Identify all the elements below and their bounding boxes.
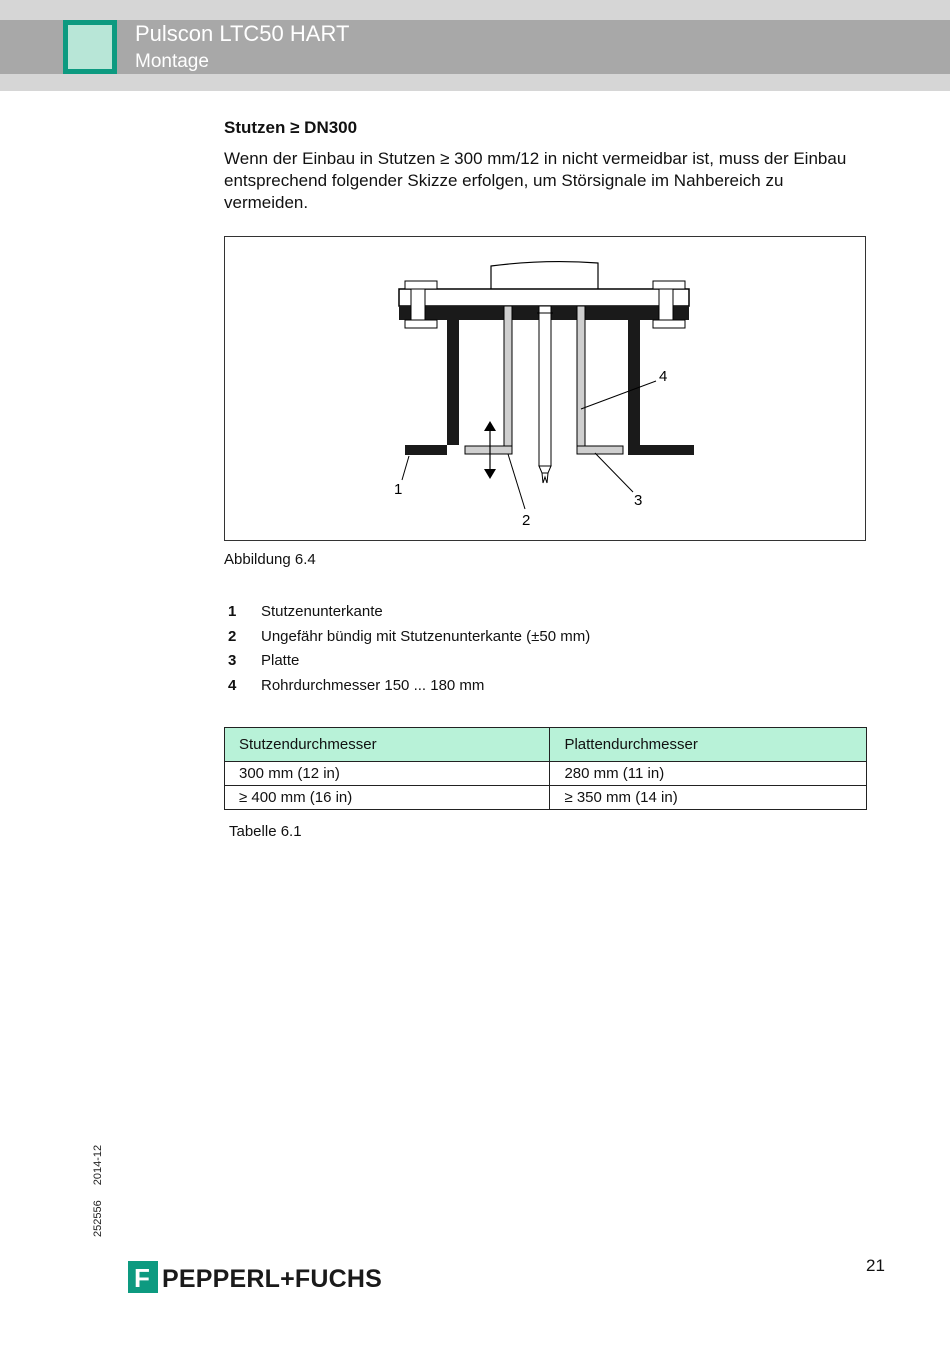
figure-caption: Abbildung 6.4 xyxy=(224,551,316,568)
chapter-marker-inner xyxy=(68,25,112,69)
callout-1: 1 xyxy=(394,481,403,498)
table-cell: 280 mm (11 in) xyxy=(550,762,867,786)
leader-line-3 xyxy=(595,453,633,492)
table-header-cell: Plattendurchmesser xyxy=(550,728,867,762)
pipe-wall-left xyxy=(504,306,512,446)
table-cell: ≥ 400 mm (16 in) xyxy=(225,786,550,810)
table-row xyxy=(225,762,867,786)
brand-mark-icon xyxy=(128,1261,158,1293)
table-cell: ≥ 350 mm (14 in) xyxy=(550,786,867,810)
page-number: 21 xyxy=(866,1256,885,1275)
installation-figure xyxy=(224,236,866,541)
legend-number: 4 xyxy=(228,677,237,695)
brand-name: PEPPERL+FUCHS xyxy=(162,1265,383,1293)
leader-line-4 xyxy=(581,381,656,409)
legend-text: Rohrdurchmesser 150 ... 180 mm xyxy=(261,677,485,695)
table-cell: 300 mm (12 in) xyxy=(225,762,550,786)
document-date: 2014-12 xyxy=(92,1144,104,1186)
document-number: 252556 xyxy=(92,1200,104,1237)
probe-rod xyxy=(537,306,553,483)
callout-4: 4 xyxy=(659,368,668,385)
legend-number: 3 xyxy=(228,652,237,670)
table-row xyxy=(225,786,867,810)
document-code xyxy=(92,1133,104,1237)
nozzle-sketch xyxy=(225,237,867,542)
legend-text: Ungefähr bündig mit Stutzenunterkante (±50 mm) xyxy=(261,627,591,645)
legend-text: Platte xyxy=(261,652,300,670)
plate-right xyxy=(577,446,623,454)
callout-2: 2 xyxy=(522,512,531,529)
legend-text: Stutzenunterkante xyxy=(261,603,383,620)
legend-number: 1 xyxy=(228,603,237,620)
chapter-title: Montage xyxy=(135,51,209,72)
diameter-table xyxy=(224,727,867,810)
product-title: Pulscon LTC50 HART xyxy=(135,21,350,46)
process-connection xyxy=(491,262,598,290)
table-header-cell: Stutzendurchmesser xyxy=(225,728,550,762)
header-top-strip xyxy=(0,0,950,20)
flange-top xyxy=(399,289,689,306)
section-title: Stutzen ≥ DN300 xyxy=(224,118,358,137)
table-header-row xyxy=(225,728,867,762)
legend-number: 2 xyxy=(228,627,237,645)
intro-paragraph: Wenn der Einbau in Stutzen ≥ 300 mm/12 in nicht vermeidbar ist, muss der Einbau entsprechend folgender Skizze erfolgen, um Störsignale im Nahbereich zu vermeiden. xyxy=(224,149,847,212)
leader-line-2 xyxy=(508,454,525,509)
callout-3: 3 xyxy=(634,492,643,509)
chapter-marker xyxy=(63,20,117,74)
brand-mark-letter: F xyxy=(134,1263,150,1293)
leader-line-1 xyxy=(402,456,409,480)
plate-left xyxy=(465,446,512,454)
table-caption: Tabelle 6.1 xyxy=(229,823,302,840)
pipe-wall-right xyxy=(577,306,585,446)
header-bottom-strip xyxy=(0,74,950,91)
